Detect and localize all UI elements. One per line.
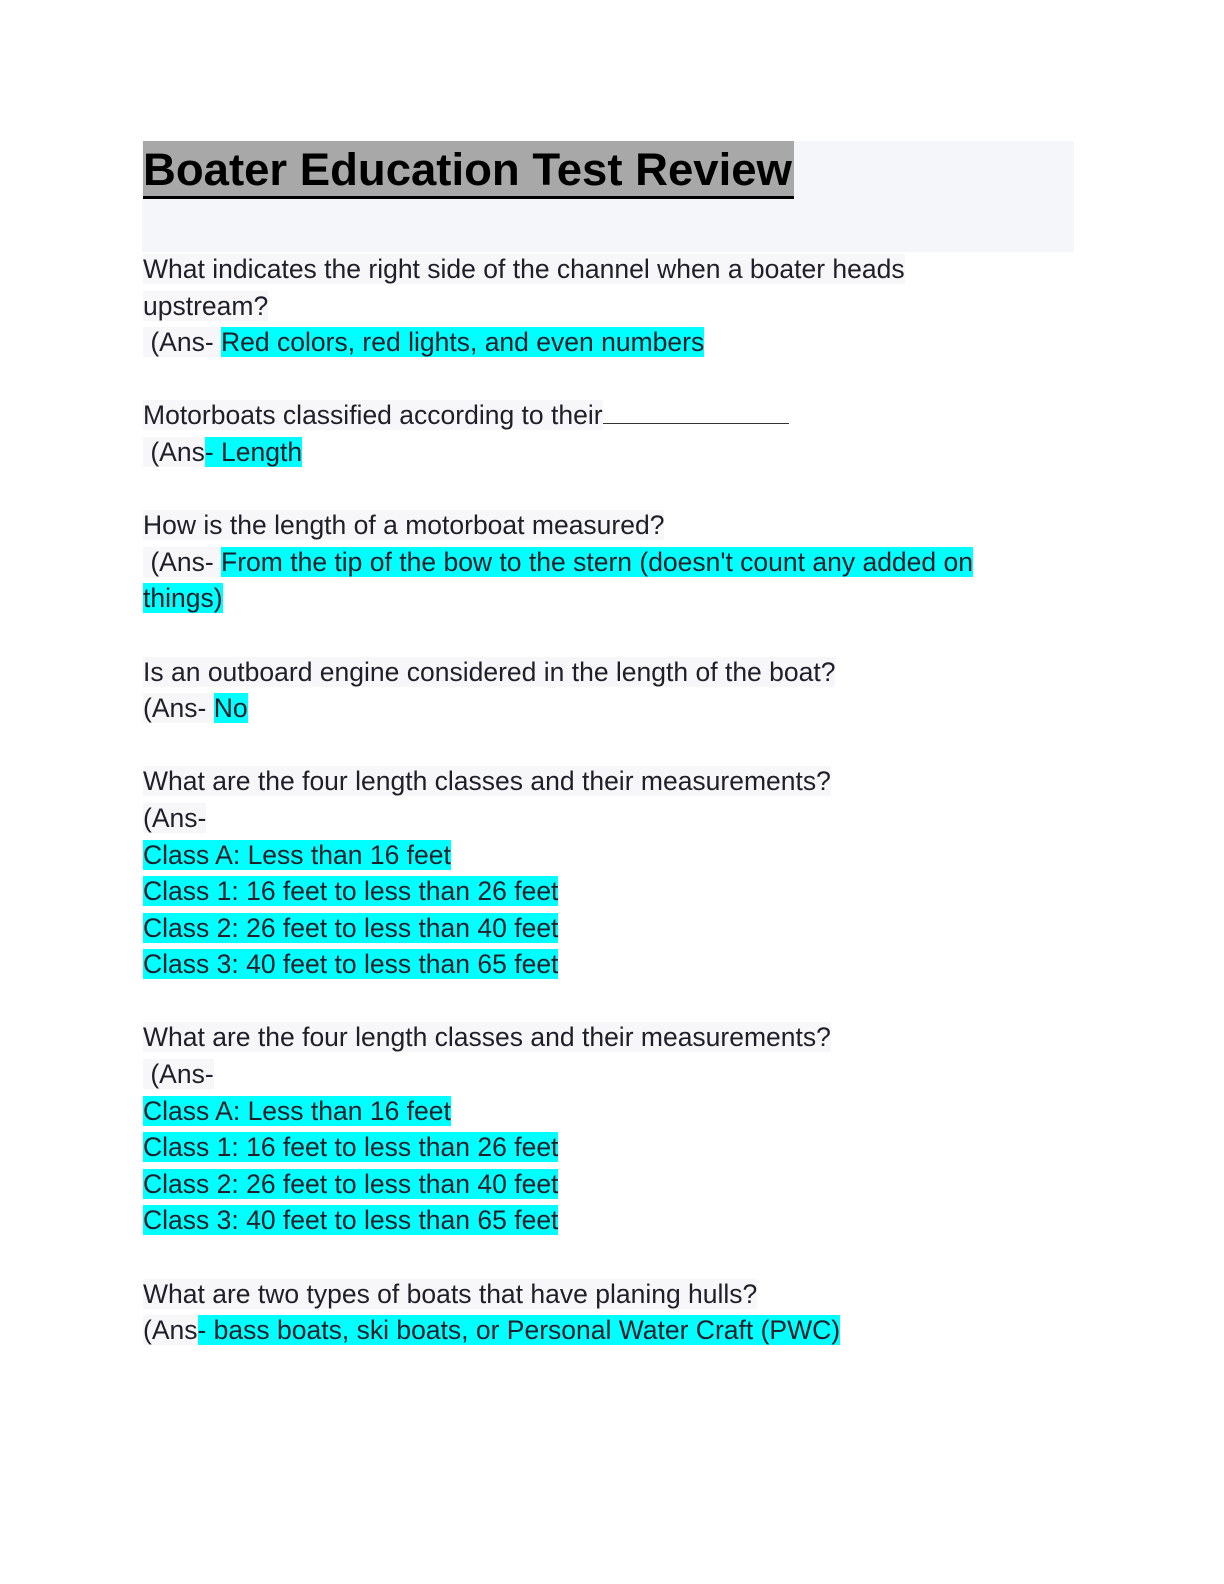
document-body: [143, 251, 1043, 1349]
question-2: Motorboats classified according to their: [143, 397, 1043, 434]
answer-5-item: Class 3: 40 feet to less than 65 feet: [143, 949, 559, 980]
answer-4: (Ans- No: [143, 693, 248, 724]
answer-5-prefix: (Ans-: [143, 802, 207, 833]
question-4: Is an outboard engine considered in the length of the boat?: [143, 656, 836, 687]
answer-highlight: - Length: [204, 436, 303, 467]
answer-highlight: - bass boats, ski boats, or Personal Water Craft (PWC): [197, 1315, 841, 1346]
answer-5-item: Class A: Less than 16 feet: [143, 839, 451, 870]
question-1-cont: upstream?: [143, 290, 269, 321]
question-6: What are the four length classes and their measurements?: [143, 1022, 831, 1053]
answer-highlight: From the tip of the bow to the stern (doesn't count any added on: [221, 546, 973, 577]
answer-6-item: Class 3: 40 feet to less than 65 feet: [143, 1205, 559, 1236]
answer-6-prefix: (Ans-: [143, 1059, 214, 1090]
question-3: How is the length of a motorboat measured?: [143, 510, 665, 541]
answer-highlight: things): [143, 583, 223, 614]
question-7: What are two types of boats that have planing hulls?: [143, 1278, 758, 1309]
answer-2: (Ans- Length: [143, 436, 303, 467]
answer-highlight: Red colors, red lights, and even numbers: [221, 327, 705, 358]
question-1: What indicates the right side of the channel when a boater heads: [143, 254, 905, 284]
answer-3: (Ans- From the tip of the bow to the stern (doesn't count any added on: [143, 546, 973, 577]
answer-3-cont: [143, 580, 1043, 617]
answer-6-item: Class 1: 16 feet to less than 26 feet: [143, 1132, 559, 1163]
answer-highlight: No: [213, 693, 248, 724]
answer-6-item: Class A: Less than 16 feet: [143, 1095, 451, 1126]
answer-6-item: Class 2: 26 feet to less than 40 feet: [143, 1168, 559, 1199]
page-title: Boater Education Test Review: [143, 141, 794, 199]
fill-in-blank: [603, 401, 789, 424]
answer-1: (Ans- Red colors, red lights, and even numbers: [143, 327, 705, 358]
answer-5-item: Class 1: 16 feet to less than 26 feet: [143, 876, 559, 907]
question-5: What are the four length classes and their measurements?: [143, 766, 831, 797]
answer-5-item: Class 2: 26 feet to less than 40 feet: [143, 912, 559, 943]
answer-7: (Ans- bass boats, ski boats, or Personal Water Craft (PWC): [143, 1315, 841, 1346]
